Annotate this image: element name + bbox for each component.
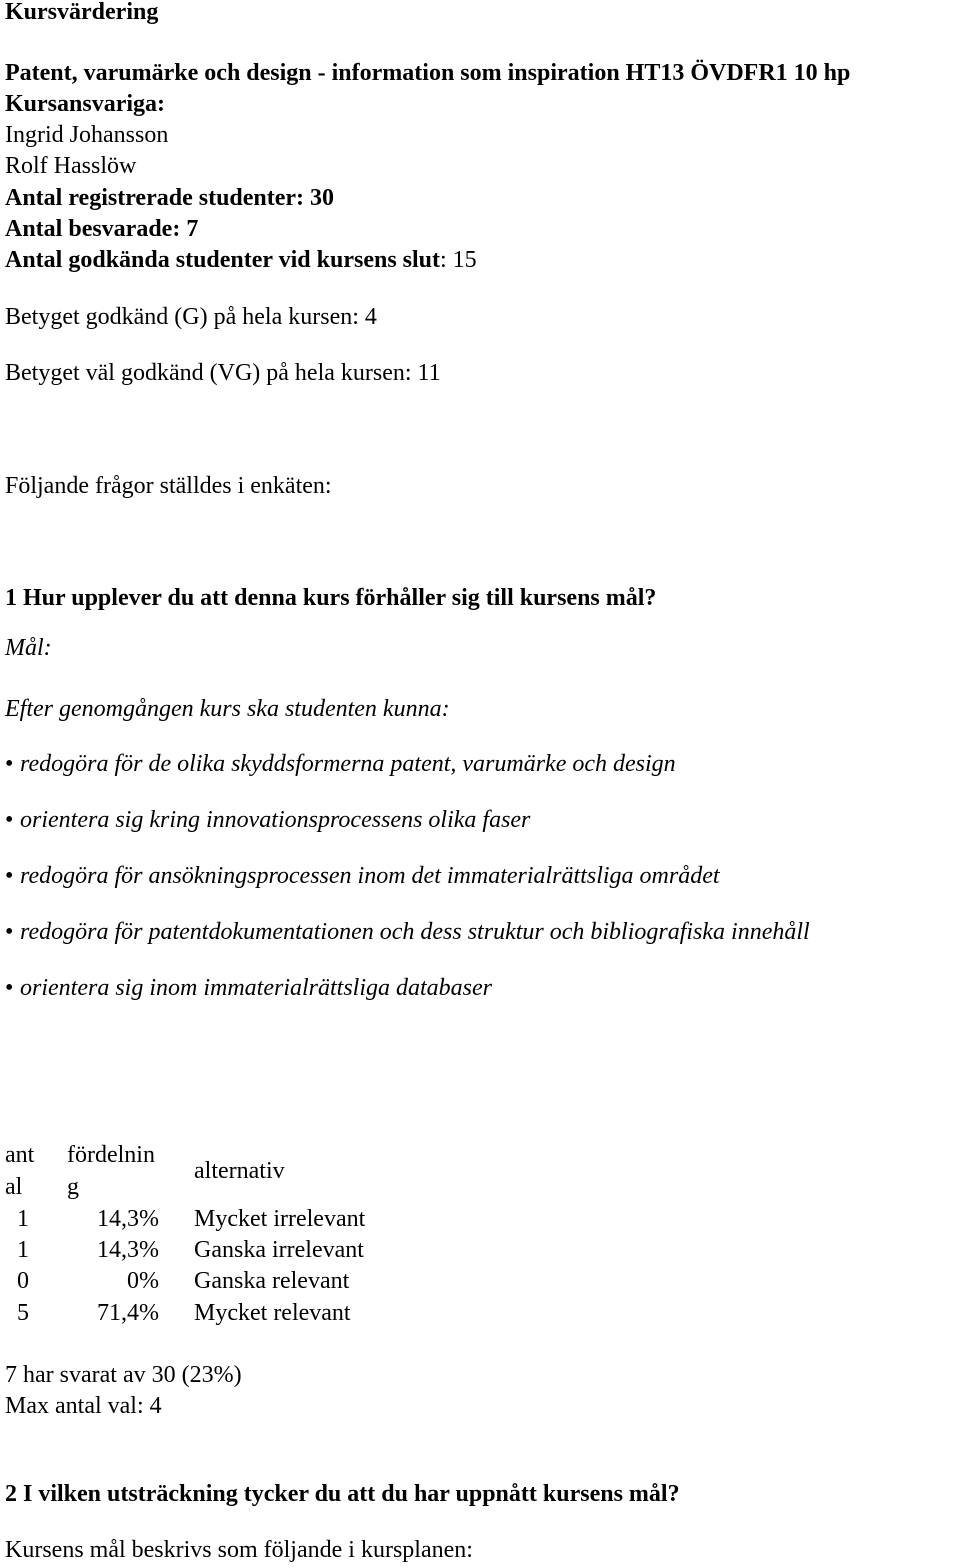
passed-label: Antal godkända studenter vid kursens slut — [5, 247, 441, 273]
goal-item: • orientera sig kring innovationsprocessens olika faser — [5, 805, 530, 836]
row-distribution: 71,4% — [97, 1300, 159, 1326]
bullet-icon: • — [5, 807, 14, 833]
table-row — [5, 1235, 425, 1266]
responsible-teacher-1: Ingrid Johansson — [5, 122, 169, 148]
responsible-label: Kursansvariga: — [5, 91, 166, 117]
goal-item: • redogöra för de olika skyddsformerna patent, varumärke och design — [5, 749, 676, 780]
row-count: 5 — [17, 1300, 29, 1326]
row-alternative: Mycket relevant — [194, 1300, 351, 1326]
row-count: 1 — [17, 1237, 29, 1263]
max-choices: Max antal val: 4 — [5, 1393, 162, 1419]
passed-value: : 15 — [440, 247, 477, 273]
row-distribution: 14,3% — [97, 1206, 159, 1232]
goal-item: • redogöra för patentdokumentationen och dess struktur och bibliografiska innehåll — [5, 917, 810, 948]
goal-item: • orientera sig inom immaterialrättsliga databaser — [5, 973, 492, 1004]
row-count: 1 — [17, 1206, 29, 1232]
bullet-icon: • — [5, 863, 14, 889]
table-row — [5, 1266, 425, 1297]
question-2-title: 2 I vilken utsträckning tycker du att du har uppnått kursens mål? — [5, 1481, 680, 1507]
bullet-icon: • — [5, 919, 14, 945]
header-distribution-1: fördelnin — [67, 1142, 155, 1168]
course-title: Patent, varumärke och design - information som inspiration HT13 ÖVDFR1 10 hp — [5, 60, 851, 86]
row-count: 0 — [17, 1268, 29, 1294]
row-alternative: Ganska relevant — [194, 1268, 350, 1294]
answer-summary: 7 har svarat av 30 (23%) — [5, 1362, 242, 1388]
row-alternative: Mycket irrelevant — [194, 1206, 366, 1232]
header-count-2: al — [5, 1174, 23, 1200]
header-alternative: alternativ — [194, 1158, 285, 1184]
header-count-1: ant — [5, 1142, 35, 1168]
responsible-teacher-2: Rolf Hasslöw — [5, 153, 137, 179]
question-1-title: 1 Hur upplever du att denna kurs förhåller sig till kursens mål? — [5, 585, 657, 611]
answered-count: Antal besvarade: 7 — [5, 216, 199, 242]
row-distribution: 14,3% — [97, 1237, 159, 1263]
questions-intro: Följande frågor ställdes i enkäten: — [5, 473, 332, 499]
bullet-icon: • — [5, 975, 14, 1001]
row-distribution: 0% — [127, 1268, 159, 1294]
registered-students: Antal registrerade studenter: 30 — [5, 185, 335, 211]
grade-vg-count: Betyget väl godkänd (VG) på hela kursen: 11 — [5, 360, 441, 386]
table-row — [5, 1298, 425, 1329]
passed-students — [5, 245, 477, 276]
header-distribution-2: g — [67, 1174, 79, 1200]
table-row — [5, 1204, 425, 1235]
goals-intro: Efter genomgången kurs ska studenten kunna: — [5, 696, 450, 722]
grade-g-count: Betyget godkänd (G) på hela kursen: 4 — [5, 304, 377, 330]
row-alternative: Ganska irrelevant — [194, 1237, 364, 1263]
goal-item: • redogöra för ansökningsprocessen inom det immaterialrättsliga området — [5, 861, 720, 892]
bullet-icon: • — [5, 751, 14, 777]
goals-label: Mål: — [5, 635, 52, 661]
document-title: Kursvärdering — [5, 0, 159, 25]
question-2-intro: Kursens mål beskrivs som följande i kursplanen: — [5, 1537, 473, 1563]
